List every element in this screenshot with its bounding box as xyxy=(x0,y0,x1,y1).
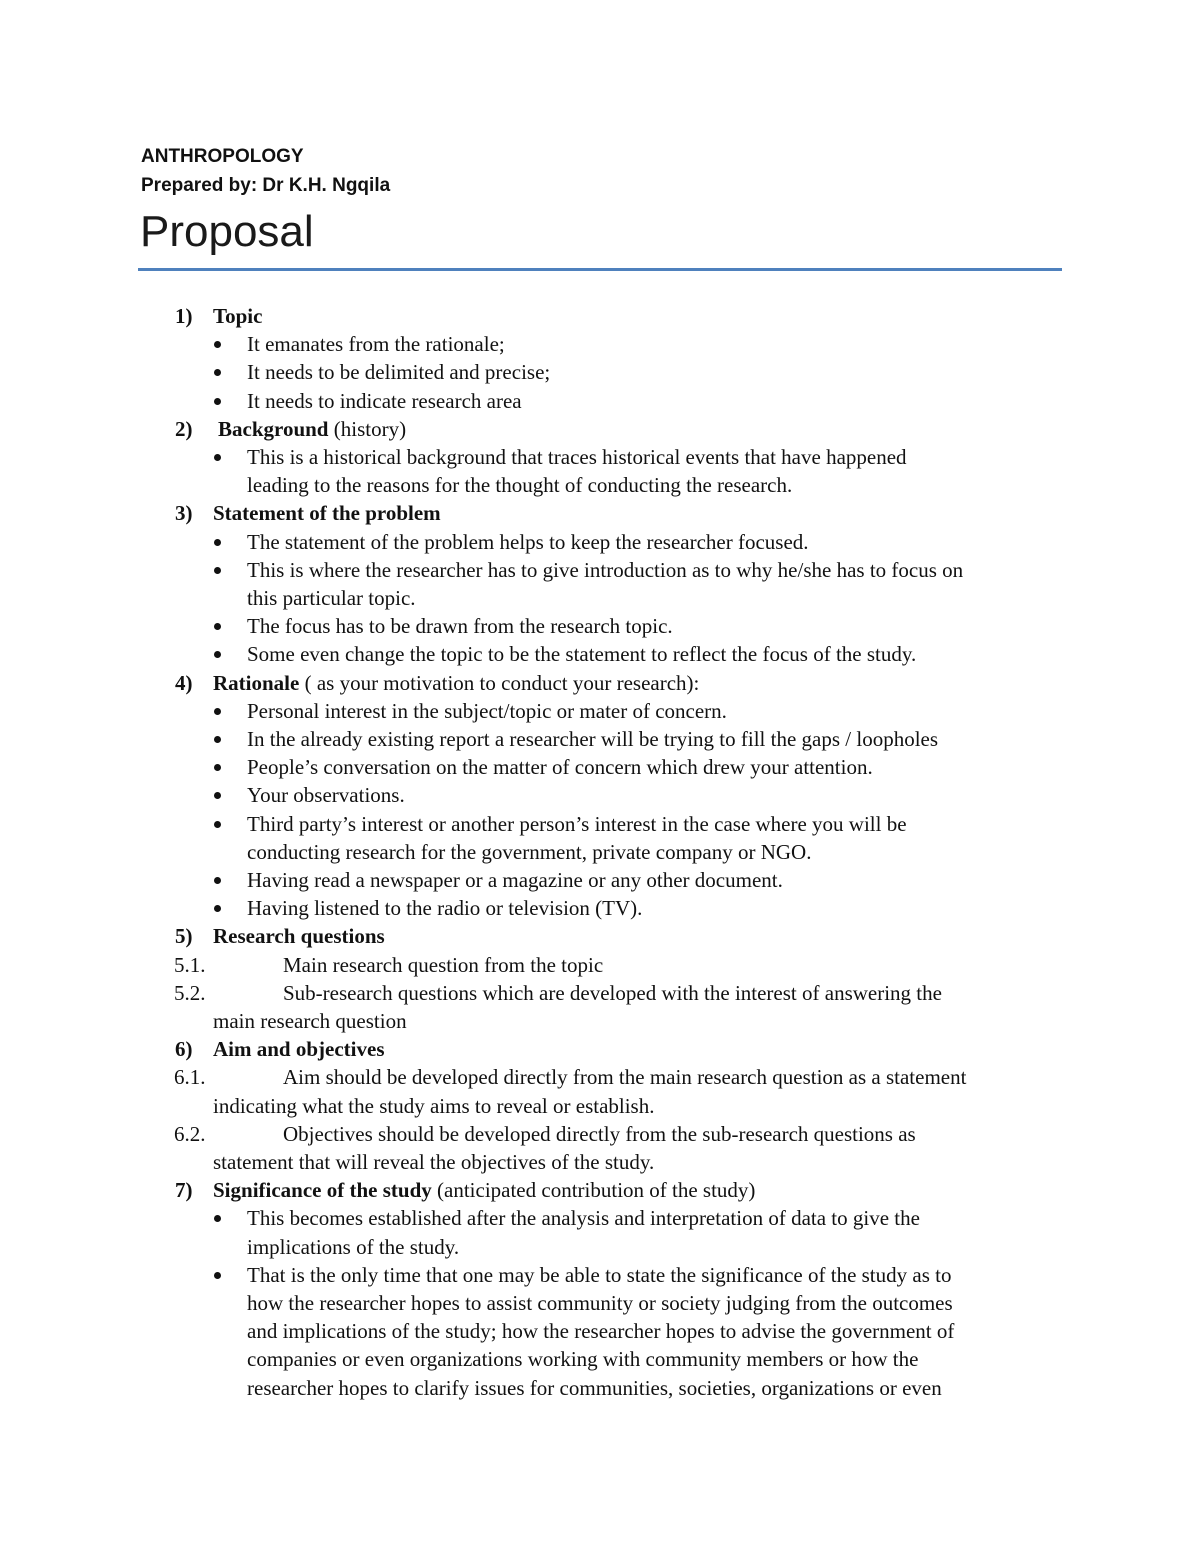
bullet-text: The focus has to be drawn from the research topic. xyxy=(247,614,673,639)
bullet-text: Having read a newspaper or a magazine or any other document. xyxy=(247,868,783,892)
bullet-marker xyxy=(214,1272,221,1279)
bullet-text: companies or even organizations working with community members or how the xyxy=(247,1347,919,1372)
bullet-marker xyxy=(214,369,221,376)
bullet-text: Personal interest in the subject/topic or mater of concern. xyxy=(247,698,727,723)
bullet-marker xyxy=(214,454,221,461)
section-number: 6) xyxy=(175,1037,193,1062)
title-underline xyxy=(138,268,1062,271)
bullet-text: leading to the reasons for the thought of conducting the research. xyxy=(247,473,793,498)
bullet-text: It needs to be delimited and precise; xyxy=(247,360,551,385)
subitem-number: 6.1. xyxy=(174,1065,206,1090)
subitem-text: main research question xyxy=(213,1009,407,1033)
subitem-text: indicating what the study aims to reveal or establish. xyxy=(213,1093,655,1118)
section-heading xyxy=(213,303,262,329)
bullet-marker xyxy=(214,708,221,715)
subitem-text: Objectives should be developed directly from the sub-research questions as xyxy=(283,1121,916,1146)
section-heading xyxy=(213,670,699,696)
bullet-marker xyxy=(214,792,221,799)
bullet-text: It needs to indicate research area xyxy=(247,388,522,413)
bullet-marker xyxy=(214,905,221,912)
prepared-by-label: Prepared by: Dr K.H. Ngqila xyxy=(141,175,391,196)
bullet-text: conducting research for the government, private company or NGO. xyxy=(247,839,812,864)
bullet-text: It emanates from the rationale; xyxy=(247,332,505,357)
bullet-marker xyxy=(214,1215,221,1222)
section-heading xyxy=(218,416,406,442)
subitem-text: Sub-research questions which are developed with the interest of answering the xyxy=(283,980,942,1005)
section-number: 3) xyxy=(175,501,193,526)
bullet-text: In the already existing report a researcher will be trying to fill the gaps / loopholes xyxy=(247,727,939,751)
bullet-text: The statement of the problem helps to keep the researcher focused. xyxy=(247,529,809,554)
bullet-text: This is a historical background that traces historical events that have happened xyxy=(247,445,907,469)
bullet-text: Having listened to the radio or television (TV). xyxy=(247,896,643,921)
course-label: ANTHROPOLOGY xyxy=(141,146,304,167)
subitem-number: 6.2. xyxy=(174,1121,206,1146)
subitem-text: Main research question from the topic xyxy=(283,952,604,977)
bullet-text: Some even change the topic to be the statement to reflect the focus of the study. xyxy=(247,642,917,667)
bullet-text: how the researcher hopes to assist community or society judging from the outcomes xyxy=(247,1291,953,1315)
section-number: 7) xyxy=(175,1178,193,1203)
bullet-text: Your observations. xyxy=(247,783,405,808)
section-heading-bold: Topic xyxy=(213,304,263,328)
section-heading xyxy=(213,1036,385,1062)
bullet-marker xyxy=(214,539,221,546)
bullet-marker xyxy=(214,341,221,348)
subitem-number: 5.1. xyxy=(174,952,206,977)
section-number: 1) xyxy=(175,304,193,328)
bullet-marker xyxy=(214,623,221,630)
bullet-text: implications of the study. xyxy=(247,1234,460,1259)
bullet-text: researcher hopes to clarify issues for communities, societies, organizations or even xyxy=(247,1375,942,1400)
bullet-marker xyxy=(214,398,221,405)
section-heading xyxy=(213,500,441,526)
section-heading-note: (anticipated contribution of the study) xyxy=(431,1178,756,1203)
subitem-number: 5.2. xyxy=(174,980,206,1005)
bullet-marker xyxy=(214,736,221,743)
section-heading-bold: Statement of the problem xyxy=(213,501,441,526)
bullet-text: this particular topic. xyxy=(247,586,416,610)
bullet-text: This becomes established after the analysis and interpretation of data to give the xyxy=(247,1206,920,1231)
section-number: 2) xyxy=(175,416,193,441)
subitem-text: Aim should be developed directly from the main research question as a statement xyxy=(283,1065,967,1090)
bullet-marker xyxy=(214,567,221,574)
section-heading xyxy=(213,1177,755,1203)
subitem-text: statement that will reveal the objectives of the study. xyxy=(213,1150,655,1174)
bullet-text: That is the only time that one may be able to state the significance of the study as to xyxy=(247,1262,952,1287)
section-heading-bold: Significance of the study xyxy=(213,1178,432,1203)
section-heading-bold: Background xyxy=(218,416,329,441)
bullet-marker xyxy=(214,877,221,884)
bullet-text: Third party’s interest or another person’s interest in the case where you will be xyxy=(247,811,907,836)
bullet-marker xyxy=(214,821,221,828)
section-heading-note: (history) xyxy=(328,416,407,441)
bullet-marker xyxy=(214,651,221,658)
section-heading-bold: Aim and objectives xyxy=(213,1037,385,1062)
bullet-text: People’s conversation on the matter of concern which drew your attention. xyxy=(247,755,873,780)
section-heading-note: ( as your motivation to conduct your research): xyxy=(299,670,700,695)
document-title: Proposal xyxy=(140,207,314,256)
bullet-marker xyxy=(214,764,221,771)
bullet-text: and implications of the study; how the researcher hopes to advise the government of xyxy=(247,1319,955,1344)
section-heading-bold: Research questions xyxy=(213,924,385,949)
section-heading-bold: Rationale xyxy=(213,670,300,695)
section-heading xyxy=(213,923,385,949)
bullet-text: This is where the researcher has to give introduction as to why he/she has to focus on xyxy=(247,557,964,582)
section-number: 4) xyxy=(175,670,193,695)
section-number: 5) xyxy=(175,924,193,949)
